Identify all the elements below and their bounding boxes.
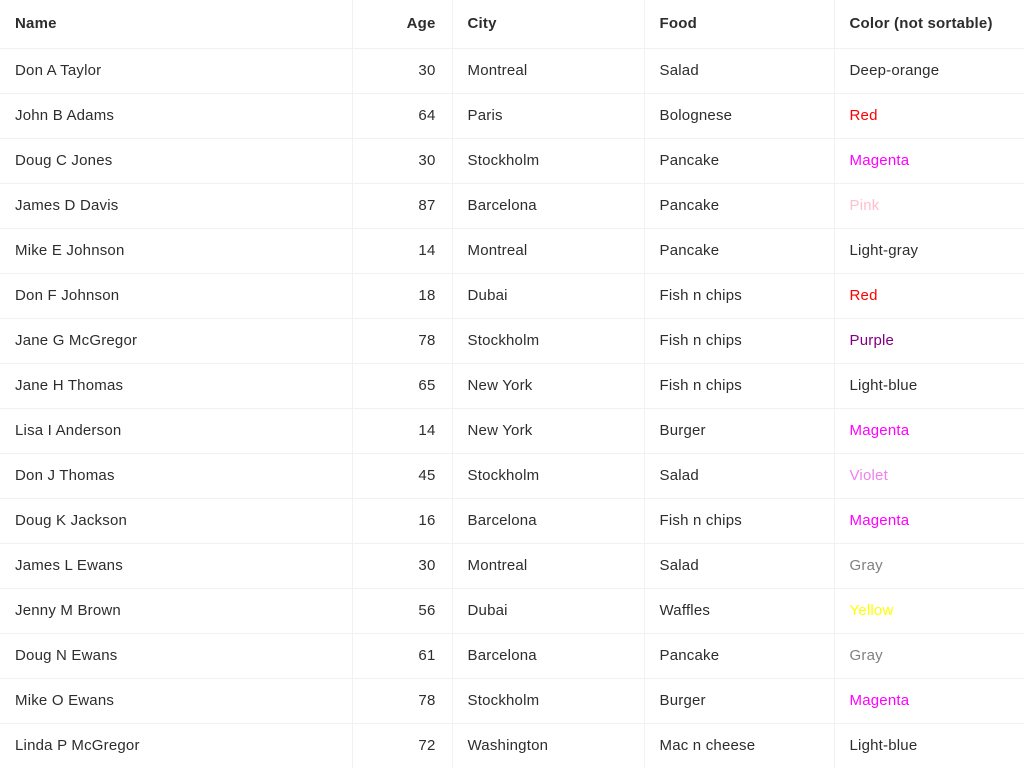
cell-name: Jane H Thomas (0, 363, 352, 408)
table-row (0, 723, 1024, 768)
cell-color: Red (834, 93, 1024, 138)
cell-name: Don F Johnson (0, 273, 352, 318)
cell-age: 45 (352, 453, 452, 498)
table-row (0, 453, 1024, 498)
cell-food: Mac n cheese (644, 723, 834, 768)
cell-color: Violet (834, 453, 1024, 498)
cell-food: Pancake (644, 228, 834, 273)
cell-city: Montreal (452, 48, 644, 93)
table-row (0, 93, 1024, 138)
cell-city: Stockholm (452, 138, 644, 183)
table-row (0, 318, 1024, 363)
cell-food: Pancake (644, 183, 834, 228)
table-row (0, 408, 1024, 453)
cell-city: Stockholm (452, 453, 644, 498)
column-header-city[interactable]: City (452, 0, 644, 48)
cell-city: Dubai (452, 588, 644, 633)
table-row (0, 543, 1024, 588)
cell-city: New York (452, 408, 644, 453)
cell-name: Don J Thomas (0, 453, 352, 498)
cell-city: Dubai (452, 273, 644, 318)
cell-color: Magenta (834, 408, 1024, 453)
cell-color: Pink (834, 183, 1024, 228)
cell-color: Light-blue (849, 737, 918, 755)
cell-name: Jane G McGregor (0, 318, 352, 363)
cell-food: Bolognese (644, 93, 834, 138)
cell-food: Pancake (644, 138, 834, 183)
cell-color: Light-gray (834, 228, 1024, 273)
cell-city: Stockholm (452, 318, 644, 363)
cell-food: Salad (644, 453, 834, 498)
cell-city: Barcelona (452, 183, 644, 228)
cell-age: 78 (352, 318, 452, 363)
cell-food: Burger (644, 678, 834, 723)
cell-food: Waffles (644, 588, 834, 633)
cell-color: Magenta (834, 498, 1024, 543)
cell-age: 61 (352, 633, 452, 678)
cell-name: Doug C Jones (0, 138, 352, 183)
cell-city: Washington (452, 723, 644, 768)
column-header-color: Color (not sortable) (834, 0, 1024, 48)
cell-name: Doug K Jackson (0, 498, 352, 543)
cell-city: Paris (452, 93, 644, 138)
cell-name: Jenny M Brown (0, 588, 352, 633)
column-header-age[interactable]: Age (352, 0, 452, 48)
cell-city: Barcelona (452, 633, 644, 678)
column-header-food[interactable]: Food (644, 0, 834, 48)
table-row (0, 678, 1024, 723)
cell-color: Deep-orange (834, 48, 1024, 93)
cell-age: 65 (352, 363, 452, 408)
cell-age: 72 (352, 723, 452, 768)
cell-city: New York (452, 363, 644, 408)
cell-city: Stockholm (452, 678, 644, 723)
cell-name: John B Adams (0, 93, 352, 138)
table-row (0, 363, 1024, 408)
table-row (0, 138, 1024, 183)
cell-color: Magenta (834, 678, 1024, 723)
cell-age: 30 (352, 138, 452, 183)
cell-color: Gray (834, 543, 1024, 588)
cell-food: Burger (644, 408, 834, 453)
cell-food: Fish n chips (644, 273, 834, 318)
table-row (0, 48, 1024, 93)
cell-name: Lisa I Anderson (0, 408, 352, 453)
cell-name: Don A Taylor (0, 48, 352, 93)
cell-age: 18 (352, 273, 452, 318)
cell-name: James D Davis (0, 183, 352, 228)
cell-name: Doug N Ewans (0, 633, 352, 678)
cell-name: Mike E Johnson (0, 228, 352, 273)
cell-name: Linda P McGregor (0, 723, 352, 768)
cell-city: Montreal (452, 228, 644, 273)
cell-color: Magenta (834, 138, 1024, 183)
table-body (0, 48, 1024, 768)
cell-color: Light-blue (834, 363, 1024, 408)
cell-age: 78 (352, 678, 452, 723)
table-row (0, 228, 1024, 273)
cell-food: Fish n chips (644, 498, 834, 543)
cell-age: 87 (352, 183, 452, 228)
table-row (0, 183, 1024, 228)
table-row (0, 633, 1024, 678)
cell-age: 30 (352, 543, 452, 588)
cell-name: Mike O Ewans (0, 678, 352, 723)
cell-color: Red (834, 273, 1024, 318)
cell-age: 64 (352, 93, 452, 138)
cell-city: Barcelona (452, 498, 644, 543)
cell-food: Pancake (644, 633, 834, 678)
cell-age: 14 (352, 408, 452, 453)
cell-food: Fish n chips (644, 318, 834, 363)
header-row (0, 0, 1024, 48)
cell-color: Purple (834, 318, 1024, 363)
table-header (0, 0, 1024, 48)
table-row (0, 498, 1024, 543)
column-header-name[interactable]: Name (0, 0, 352, 48)
cell-age: 56 (352, 588, 452, 633)
cell-food: Fish n chips (644, 363, 834, 408)
cell-age: 14 (352, 228, 452, 273)
cell-color: Gray (834, 633, 1024, 678)
cell-color: Yellow (834, 588, 1024, 633)
cell-food: Salad (644, 543, 834, 588)
table-row (0, 588, 1024, 633)
cell-food: Salad (644, 48, 834, 93)
cell-city: Montreal (452, 543, 644, 588)
cell-name: James L Ewans (0, 543, 352, 588)
cell-age: 30 (352, 48, 452, 93)
cell-age: 16 (352, 498, 452, 543)
table-row (0, 273, 1024, 318)
